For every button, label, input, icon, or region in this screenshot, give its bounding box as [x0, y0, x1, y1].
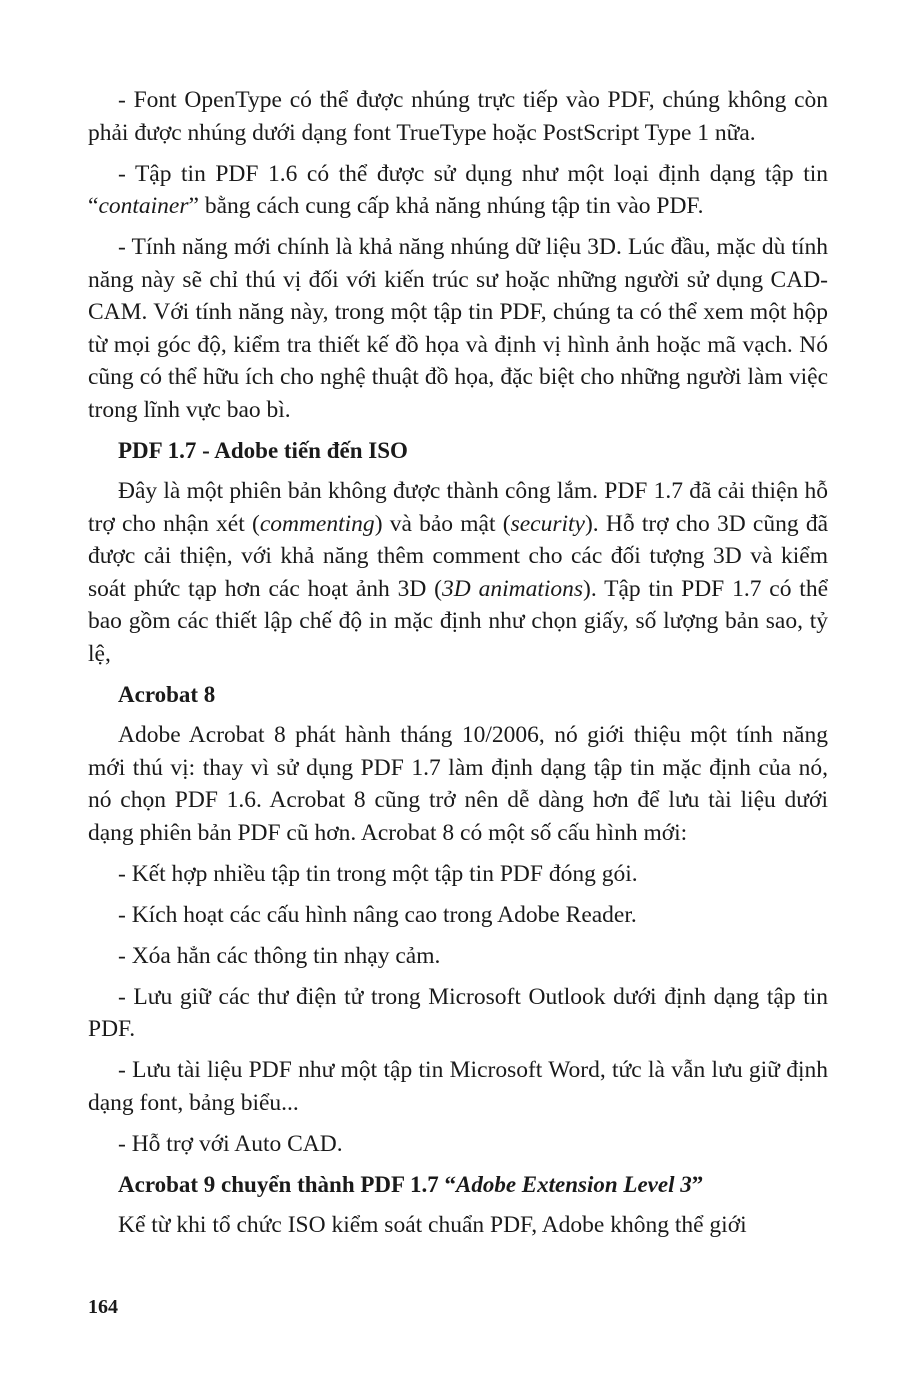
italic-term: commenting [259, 510, 375, 537]
italic-term: 3D animations [442, 575, 584, 602]
heading-acrobat-9 [88, 1169, 828, 1201]
list-item: - Hỗ trợ với Auto CAD. [118, 1130, 343, 1157]
text: - Tập tin PDF 1.6 có thể được sử dụng như một loại định dạng tập tin “ [88, 160, 828, 219]
italic-term: security [510, 510, 585, 537]
list-item: - Xóa hẳn các thông tin nhạy cảm. [118, 942, 441, 969]
list-item: - Kích hoạt các cấu hình nâng cao trong Adobe Reader. [118, 901, 637, 928]
text: ” bằng cách cung cấp khả năng nhúng tập tin vào PDF. [188, 193, 704, 219]
paragraph-acrobat-9: Kể từ khi tổ chức ISO kiểm soát chuẩn PDF, Adobe không thể giới [118, 1212, 747, 1238]
paragraph-pdf-1-7 [88, 475, 828, 670]
heading-pdf-1-7: PDF 1.7 - Adobe tiến đến ISO [118, 437, 408, 463]
page-body [88, 84, 828, 1242]
list-item: - Lưu giữ các thư điện tử trong Microsoft Outlook dưới định dạng tập tin PDF. [88, 983, 828, 1042]
list-item: - Kết hợp nhiều tập tin trong một tập tin PDF đóng gói. [118, 860, 638, 887]
text: ” [691, 1171, 704, 1197]
text: ). Tập tin PDF 1.7 có thể bao gồm các thiết lập chế độ in mặc định như chọn giấy, số lượng bản sao, tỷ lệ, [88, 575, 828, 667]
paragraph-opentype: - Font OpenType có thể được nhúng trực tiếp vào PDF, chúng không còn phải được nhúng dưới dạng font TrueType hoặc PostScript Type 1 nữa. [88, 87, 828, 146]
paragraph-container [88, 158, 828, 223]
text: ). Hỗ trợ cho 3D cũng đã được cải thiện, với khả năng thêm comment cho các đối tượng 3D và kiểm soát phức tạp hơn các hoạt ảnh 3D ( [88, 510, 828, 602]
heading-acrobat-8: Acrobat 8 [118, 681, 216, 707]
list-item: - Lưu tài liệu PDF như một tập tin Microsoft Word, tức là vẫn lưu giữ định dạng font, bảng biểu... [88, 1057, 828, 1116]
paragraph-acrobat-8: Adobe Acrobat 8 phát hành tháng 10/2006, nó giới thiệu một tính năng mới thú vị: thay vì sử dụng PDF 1.7 làm định dạng tập tin mặc định của nó, nó chọn PDF 1.6. Acrobat 8 cũng trở nên dễ dàng hơn để lưu tài liệu dưới dạng phiên bản PDF cũ hơn. Acrobat 8 có một số cấu hình mới: [88, 722, 828, 846]
italic-term: container [98, 193, 189, 219]
paragraph-3d: - Tính năng mới chính là khả năng nhúng dữ liệu 3D. Lúc đầu, mặc dù tính năng này sẽ chỉ thú vị đối với kiến trúc sư hoặc những người sử dụng CAD-CAM. Với tính năng này, trong một tập tin PDF, chúng ta có thể xem một hộp từ mọi góc độ, kiểm tra thiết kế đồ họa và định vị hình ảnh hoặc mã vạch. Nó cũng có thể hữu ích cho nghệ thuật đồ họa, đặc biệt cho những người làm việc trong lĩnh vực bao bì. [88, 234, 828, 423]
italic-term: Adobe Extension Level 3 [456, 1171, 692, 1197]
page-number: 164 [88, 1296, 118, 1318]
text: Acrobat 9 chuyển thành PDF 1.7 “ [118, 1171, 456, 1197]
text: Đây là một phiên bản không được thành công lắm. PDF 1.7 đã cải thiện hỗ trợ cho nhận xét ( [88, 478, 828, 537]
text: ) và bảo mật ( [374, 510, 511, 537]
